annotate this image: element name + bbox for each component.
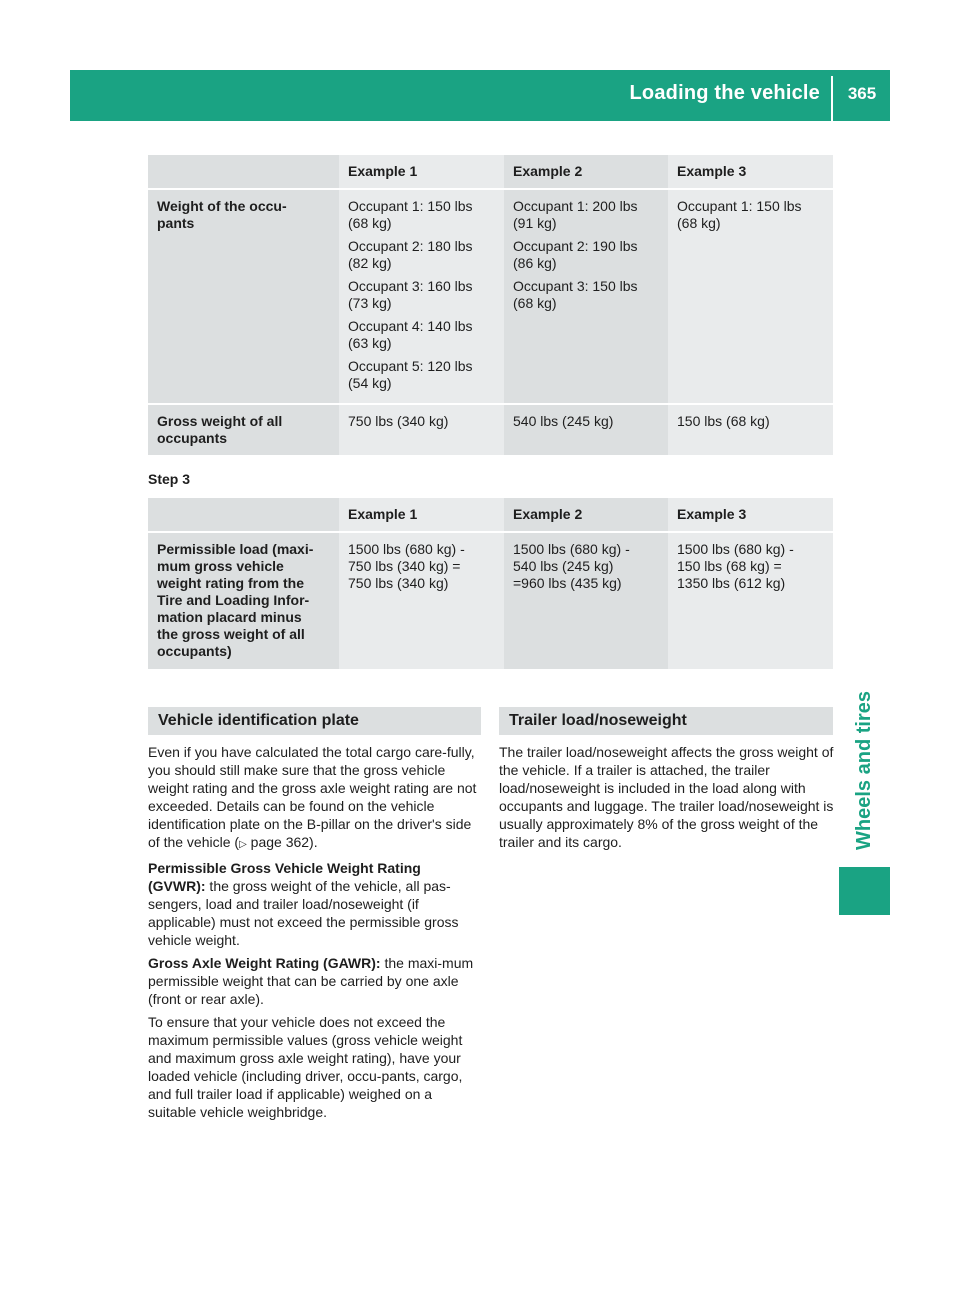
table-header-row bbox=[148, 498, 833, 533]
table-row bbox=[148, 190, 833, 405]
paragraph: Even if you have calculated the total cargo care-fully, you should still make sure that the gross vehicle weight rating and the gross axle weight rating are not exceeded. Details can be found on the vehicle identification plate on the B-pillar on the driver's side of the vehicle (▷ page 362). bbox=[148, 744, 477, 850]
table-cell: 540 lbs (245 kg) bbox=[504, 405, 668, 457]
chapter-tab bbox=[839, 665, 890, 875]
occupant-value: Occupant 4: 140 lbs (63 kg) bbox=[348, 318, 473, 351]
row-label: Permissible load (maxi- mum gross vehicle weight rating from the Tire and Loading Infor- mation placard minus the gross weight of all occupants) bbox=[148, 533, 339, 671]
page-reference-arrow-icon: ▷ bbox=[239, 839, 247, 850]
table-header-cell: Example 2 bbox=[504, 498, 668, 533]
occupant-weight-table bbox=[148, 155, 833, 457]
occupant-value: Occupant 5: 120 lbs (54 kg) bbox=[348, 358, 473, 391]
table-header-cell: Example 1 bbox=[339, 155, 504, 190]
table-cell bbox=[339, 190, 504, 405]
paragraph: Permissible Gross Vehicle Weight Rating (GVWR): the gross weight of the vehicle, all pas-sengers, load and trailer load/noseweight (if applicable) must not exceed the permissible gross vehicle weight. bbox=[148, 860, 459, 948]
table-header-cell bbox=[148, 155, 339, 190]
occupant-value: Occupant 2: 180 lbs (82 kg) bbox=[348, 238, 473, 271]
table-header-cell: Example 3 bbox=[668, 155, 833, 190]
table-header-row bbox=[148, 155, 833, 190]
header-divider bbox=[831, 76, 833, 121]
page-title: Loading the vehicle bbox=[629, 82, 820, 104]
paragraph: The trailer load/noseweight affects the gross weight of the vehicle. If a trailer is attached, the trailer load/noseweight is included in the load along with occupants and luggage. The trailer load/noseweight is usually approximately 8% of the gross weight of the trailer and its cargo. bbox=[499, 744, 834, 850]
table-cell: 750 lbs (340 kg) bbox=[339, 405, 504, 457]
section-heading-trailer-load: Trailer load/noseweight bbox=[499, 707, 833, 735]
table-header-cell: Example 1 bbox=[339, 498, 504, 533]
table-header-cell: Example 3 bbox=[668, 498, 833, 533]
page-number: 365 bbox=[847, 84, 877, 103]
trailer-load-body bbox=[499, 743, 835, 856]
chapter-label: Wheels and tires bbox=[853, 690, 875, 850]
step-heading: Step 3 bbox=[148, 471, 191, 487]
table-cell bbox=[504, 190, 668, 405]
occupant-value: Occupant 1: 150 lbs (68 kg) bbox=[348, 198, 473, 231]
occupant-value: Occupant 3: 160 lbs (73 kg) bbox=[348, 278, 473, 311]
table-header-cell: Example 2 bbox=[504, 155, 668, 190]
table-cell: 150 lbs (68 kg) bbox=[668, 405, 833, 457]
row-label: Weight of the occu- pants bbox=[148, 190, 339, 405]
occupant-value: Occupant 3: 150 lbs (68 kg) bbox=[513, 278, 638, 311]
section-heading-vehicle-plate: Vehicle identification plate bbox=[148, 707, 481, 735]
row-label: Gross weight of all occupants bbox=[148, 405, 339, 457]
occupant-value: Occupant 1: 200 lbs (91 kg) bbox=[513, 198, 638, 231]
table-cell: 1500 lbs (680 kg) - 750 lbs (340 kg) = 750 lbs (340 kg) bbox=[339, 533, 504, 671]
vehicle-plate-body bbox=[148, 743, 482, 1126]
page-header bbox=[70, 70, 890, 121]
chapter-marker bbox=[839, 867, 890, 915]
occupant-value: Occupant 1: 150 lbs (68 kg) bbox=[677, 198, 802, 231]
page-reference-link[interactable]: page 362). bbox=[246, 834, 318, 850]
permissible-load-table bbox=[148, 498, 833, 671]
table-row bbox=[148, 533, 833, 671]
table-cell: 1500 lbs (680 kg) - 150 lbs (68 kg) = 1350 lbs (612 kg) bbox=[668, 533, 833, 671]
paragraph: To ensure that your vehicle does not exceed the maximum permissible values (gross vehicle weight and maximum gross axle weight rating), have your loaded vehicle (including driver, occu-pants, cargo, and full trailer load if applicable) weighed on a suitable vehicle weighbridge. bbox=[148, 1014, 463, 1120]
table-cell bbox=[668, 190, 833, 405]
paragraph: Gross Axle Weight Rating (GAWR): the maxi-mum permissible weight that can be carried by one axle (front or rear axle). bbox=[148, 955, 474, 1007]
table-row bbox=[148, 405, 833, 457]
table-header-cell bbox=[148, 498, 339, 533]
occupant-value: Occupant 2: 190 lbs (86 kg) bbox=[513, 238, 638, 271]
table-cell: 1500 lbs (680 kg) - 540 lbs (245 kg) =960 lbs (435 kg) bbox=[504, 533, 668, 671]
